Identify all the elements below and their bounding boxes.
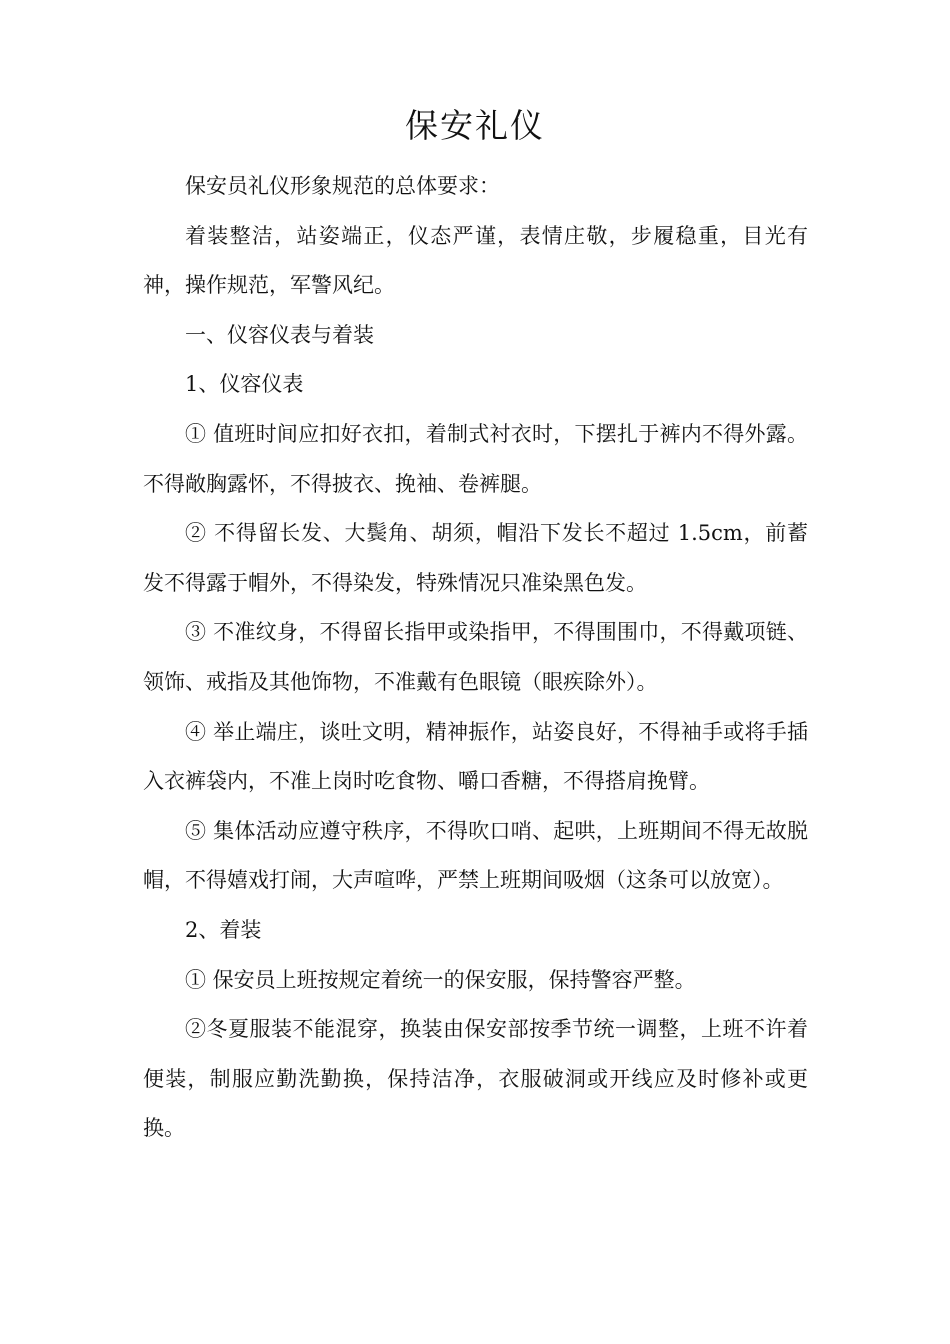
paragraph-requirements-detail: 着装整洁，站姿端正，仪态严谨，表情庄敬，步履稳重，目光有神，操作规范，军警风纪。 xyxy=(143,223,808,298)
subsection-heading-dress: 2、着装 xyxy=(185,917,262,942)
list-item-grooming-3: ③ 不准纹身，不得留长指甲或染指甲，不得围围巾，不得戴项链、领饰、戒指及其他饰物，不准戴有色眼镜（眼疾除外）。 xyxy=(143,620,808,694)
subsection-heading-grooming: 1、仪容仪表 xyxy=(185,372,304,397)
document-body xyxy=(143,162,808,1154)
list-item-grooming-5: ⑤ 集体活动应遵守秩序，不得吹口哨、起哄，上班期间不得无故脱帽，不得嬉戏打闹，大声喧哗，严禁上班期间吸烟（这条可以放宽）。 xyxy=(143,818,808,893)
list-item-grooming-2: ② 不得留长发、大鬓角、胡须，帽沿下发长不超过 1.5cm，前蓄发不得露于帽外，不得染发，特殊情况只准染黑色发。 xyxy=(143,521,808,595)
document-title: 保安礼仪 xyxy=(405,106,545,145)
list-item-grooming-4: ④ 举止端庄，谈吐文明，精神振作，站姿良好，不得袖手或将手插入衣裤袋内，不准上岗时吃食物、嚼口香糖，不得搭肩挽臂。 xyxy=(143,719,808,794)
list-item-grooming-1: ① 值班时间应扣好衣扣，着制式衬衣时，下摆扎于裤内不得外露。不得敞胸露怀，不得披衣、挽袖、卷裤腿。 xyxy=(143,421,808,496)
paragraph-general-requirements: 保安员礼仪形象规范的总体要求： xyxy=(185,174,500,198)
list-item-dress-1: ① 保安员上班按规定着统一的保安服，保持警容严整。 xyxy=(185,967,696,992)
section-heading-appearance: 一、仪容仪表与着装 xyxy=(185,322,374,347)
list-item-dress-2: ②冬夏服装不能混穿，换装由保安部按季节统一调整，上班不许着便装，制服应勤洗勤换，保持洁净，衣服破洞或开线应及时修补或更换。 xyxy=(143,1017,808,1141)
